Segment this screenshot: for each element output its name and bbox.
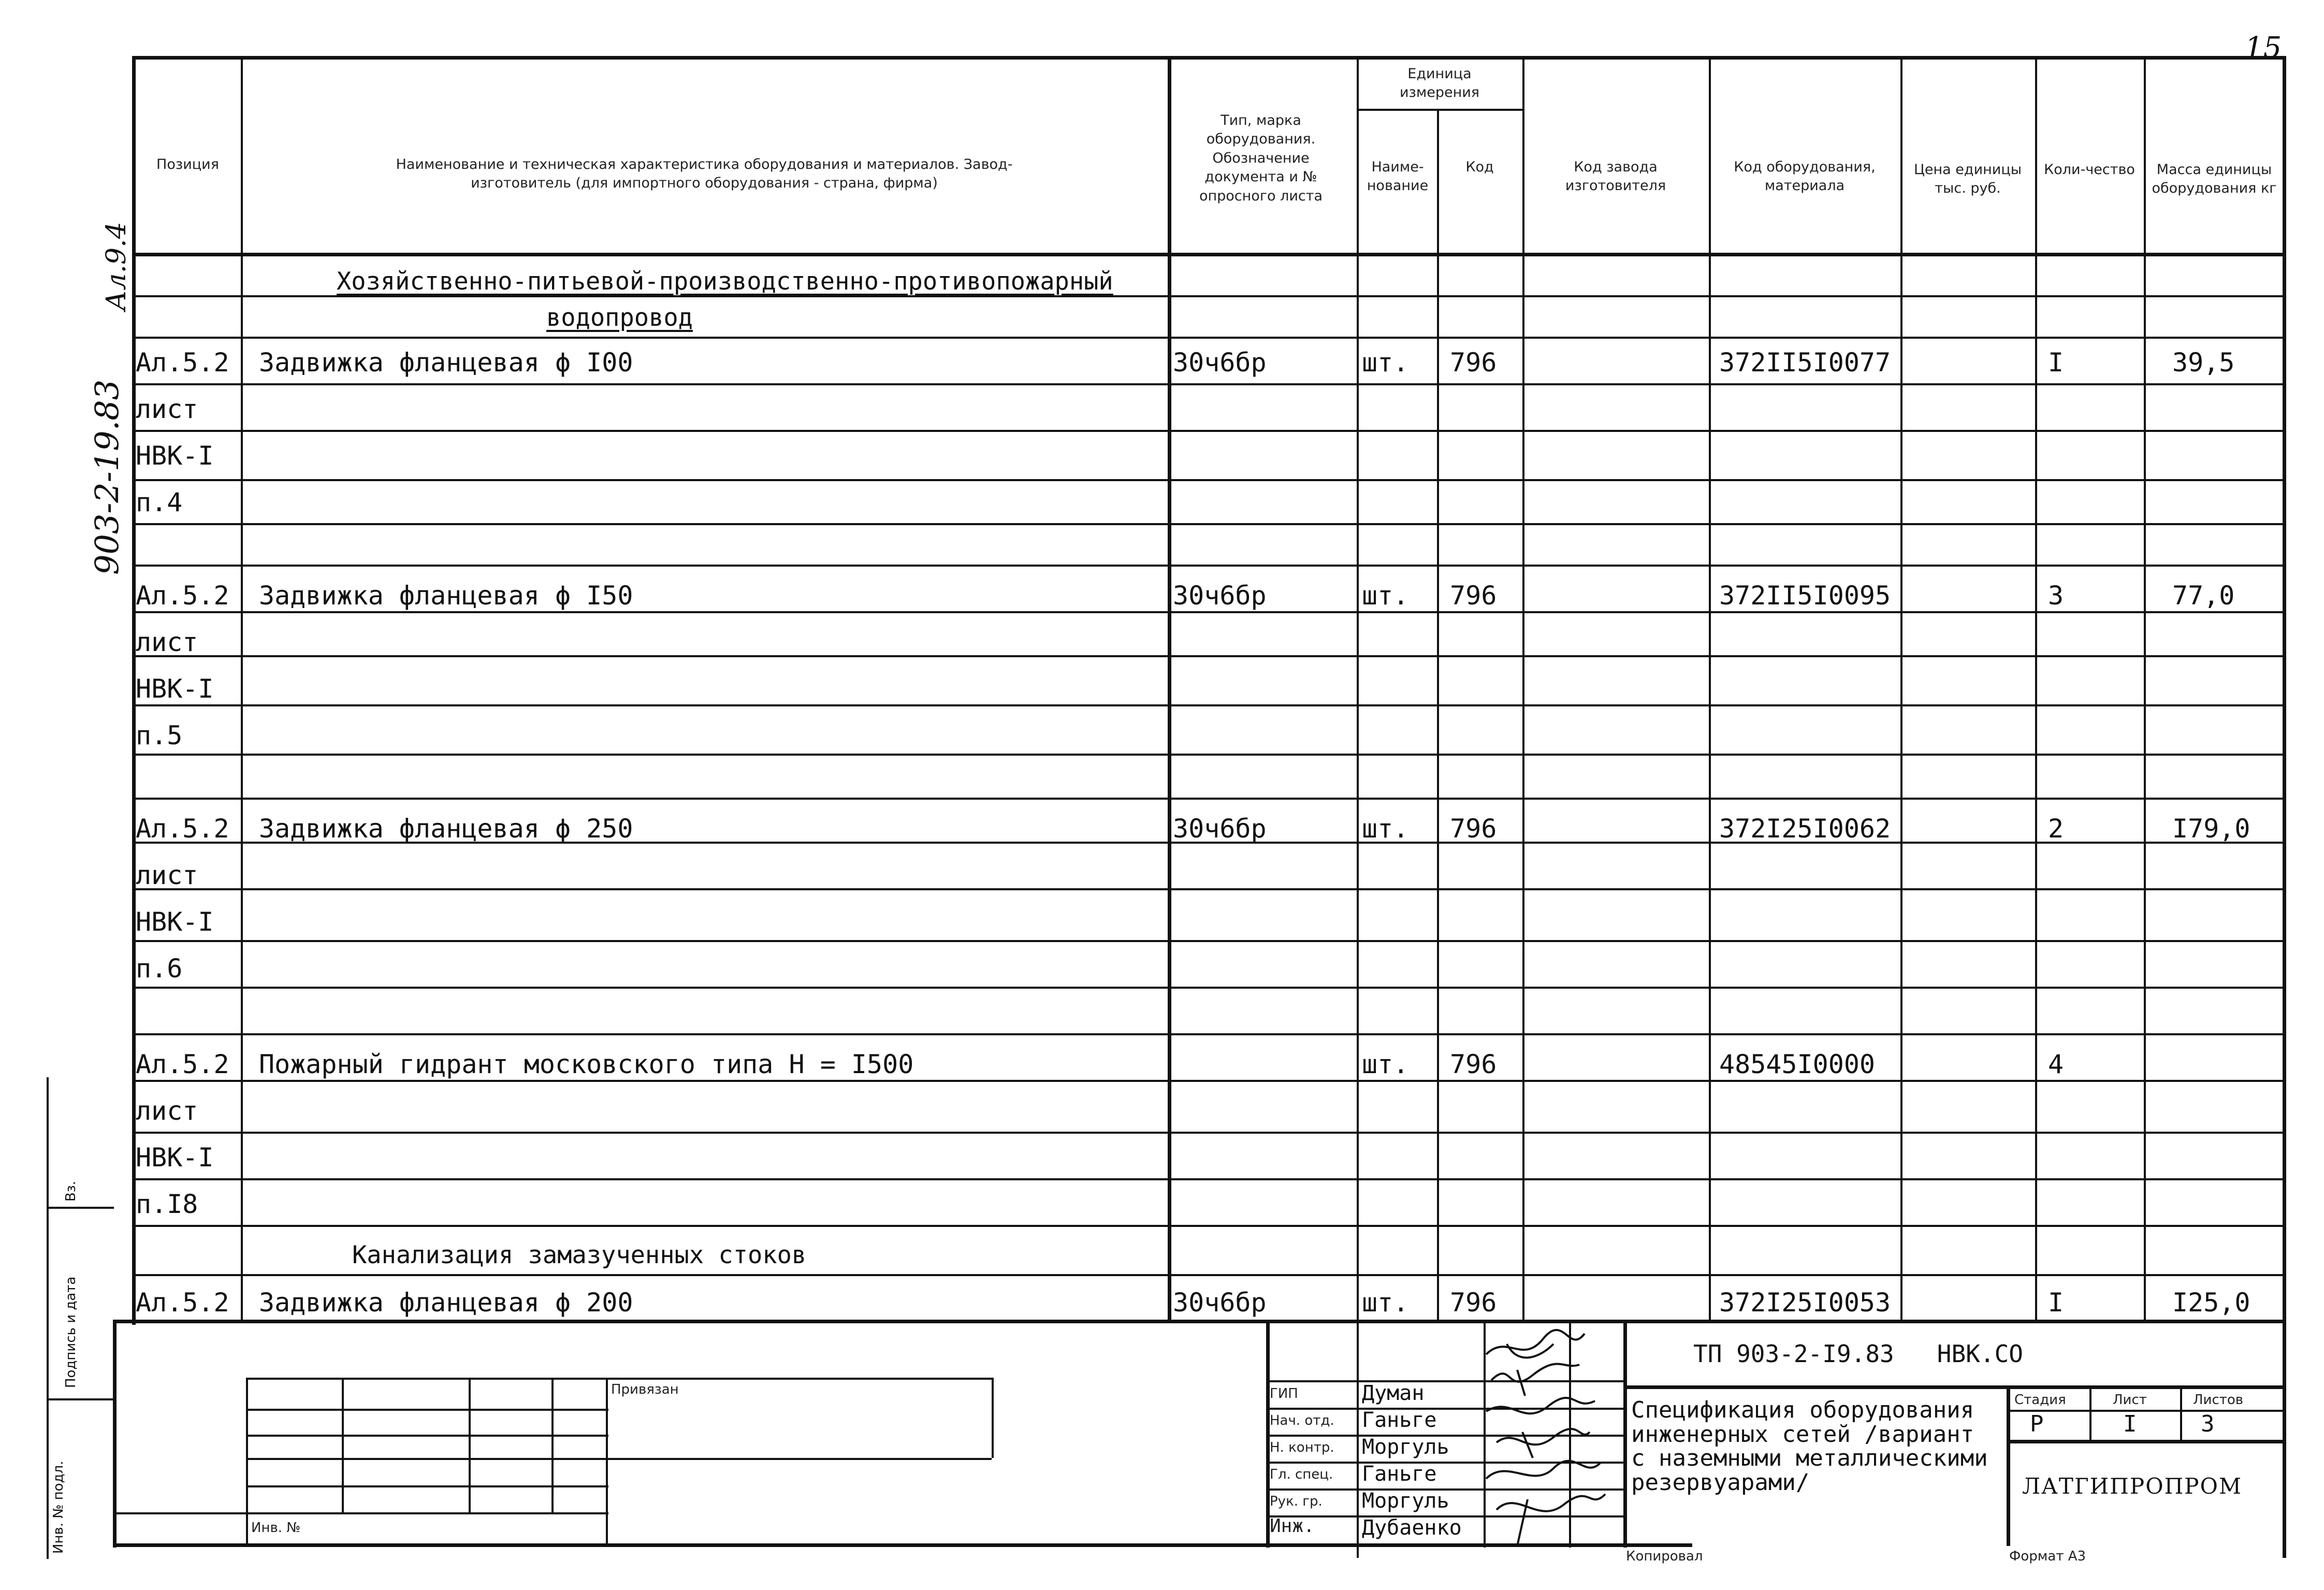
section-title-water-cont: водопровод (546, 303, 693, 332)
stamp-inv-label: Инв. № подл. (51, 1461, 66, 1554)
col-sep (2035, 56, 2037, 1320)
col-sep (2144, 56, 2146, 1320)
row-divider (132, 1225, 2286, 1227)
table-top-border (132, 56, 2286, 60)
row-divider (132, 523, 2286, 525)
cell-unit-code: 796 (1450, 581, 1497, 611)
copied-by: Копировал (1626, 1549, 1703, 1564)
row-divider (132, 565, 2286, 567)
cell-unit: шт. (1362, 814, 1409, 844)
bound-grid-line (992, 1378, 994, 1458)
header-unit-group: Единица измерения (1399, 66, 1480, 101)
bound-grid-line (551, 1378, 554, 1512)
header-price: Цена единицы тыс. руб. (1913, 162, 2022, 197)
cell-quantity: 4 (2048, 1049, 2064, 1079)
page-number: 15 (2245, 31, 2282, 65)
position-ref-line: лист (136, 860, 198, 890)
cell-type: 30ч6бр (1173, 1288, 1267, 1318)
col-sep (1437, 109, 1439, 1321)
cell-equipment-code: 372I25I0053 (1719, 1288, 1891, 1318)
cell-name: Задвижка фланцевая ϕ 250 (259, 814, 633, 844)
stage-box-line (2007, 1410, 2286, 1412)
row-divider (132, 479, 2286, 481)
position-ref-line: п.6 (136, 953, 183, 984)
stamp-vz-label: Вз. (63, 1181, 79, 1202)
sheet-label: Лист (2113, 1392, 2147, 1408)
position-ref-line: НВК-I (136, 1143, 214, 1173)
col-sep (1522, 56, 1524, 1320)
person-name: Ганьге (1362, 1462, 1437, 1486)
position-ref: Ал.5.2 (136, 1049, 229, 1079)
doc-code-bottom (1623, 1385, 2286, 1389)
table-right-border (2283, 56, 2286, 1558)
bound-grid-line (606, 1378, 608, 1543)
cell-unit-code: 796 (1450, 348, 1497, 378)
organization: ЛАТГИПРОПРОМ (2022, 1473, 2242, 1499)
cell-unit: шт. (1362, 1049, 1409, 1079)
person-name: Дубаенко (1362, 1516, 1462, 1540)
bound-grid-line (246, 1409, 608, 1411)
table-left-border (132, 56, 136, 1325)
cell-quantity: 2 (2048, 814, 2064, 844)
sheets-value: 3 (2201, 1411, 2215, 1437)
cell-name: Задвижка фланцевая ϕ I00 (259, 348, 633, 378)
position-ref-line: НВК-I (136, 674, 214, 704)
bound-grid-line (246, 1485, 608, 1487)
stage-label: Стадия (2014, 1392, 2066, 1408)
col-sep (241, 56, 243, 1320)
cell-unit-code: 796 (1450, 814, 1497, 844)
bound-grid-line (246, 1378, 248, 1543)
role-label: Н. контр. (1270, 1440, 1334, 1455)
header-quantity: Коли-чество (2044, 162, 2135, 178)
bound-grid-line (469, 1378, 471, 1512)
position-ref: Ал.5.2 (136, 1288, 229, 1318)
header-unit-code: Код (1465, 159, 1494, 175)
role-label: Инж. (1270, 1515, 1315, 1537)
doc-title: Спецификация оборудования инженерных сетей /вариант с наземными металлическими резервуарами/ (1631, 1397, 1988, 1496)
left-stamp-line (47, 1207, 114, 1209)
row-divider (132, 655, 2286, 657)
header-name: Наименование и техническая характеристика оборудования и материалов. Завод-изготовитель (для импортного оборудования - страна, фирма) (396, 156, 1013, 192)
cell-quantity: I (2048, 348, 2064, 378)
position-ref-line: лист (136, 394, 198, 424)
stamp-sign-label: Подпись и дата (63, 1276, 79, 1388)
col-sep (1168, 56, 1171, 1320)
cell-type: 30ч6бр (1173, 814, 1267, 844)
row-divider (132, 704, 2286, 706)
person-name: Моргуль (1362, 1489, 1449, 1513)
position-ref-line: п.I8 (136, 1189, 198, 1219)
format-label: Формат А3 (2009, 1549, 2086, 1564)
cell-mass: 77,0 (2172, 581, 2235, 611)
bound-grid-line (246, 1435, 608, 1437)
cell-name: Задвижка фланцевая ϕ I50 (259, 581, 633, 611)
section-title-water: Хозяйственно-питьевой-производственно-противопожарный (337, 267, 1113, 296)
role-label: Гл. спец. (1270, 1467, 1333, 1482)
position-ref-line: п.4 (136, 487, 183, 517)
cell-name: Пожарный гидрант московского типа Н = I500 (259, 1049, 914, 1079)
titleblock-bottom (113, 1543, 1692, 1547)
left-stamp-border (47, 1077, 49, 1559)
unit-group-line (1357, 109, 1522, 111)
role-label: ГИП (1270, 1386, 1298, 1401)
cell-unit-code: 796 (1450, 1049, 1497, 1079)
row-divider (132, 611, 2286, 613)
album-ref-label: Ал.9.4 (101, 222, 132, 311)
row-divider (132, 798, 2286, 800)
row-divider (132, 888, 2286, 890)
cell-type: 30ч6бр (1173, 348, 1267, 378)
role-label: Рук. гр. (1270, 1494, 1323, 1509)
bound-grid-line (246, 1378, 992, 1380)
position-ref: Ал.5.2 (136, 348, 229, 378)
cell-equipment-code: 48545I0000 (1719, 1049, 1876, 1079)
col-sep (1709, 56, 1711, 1320)
header-equipment-code: Код оборудования, материала (1734, 159, 1876, 194)
bound-label: Привязан (611, 1382, 679, 1397)
left-stamp-line (47, 1398, 114, 1400)
titleblock-top (113, 1320, 2286, 1323)
header-mass: Масса единицы оборудования кг (2152, 162, 2277, 197)
cell-mass: 39,5 (2172, 348, 2235, 378)
bound-grid-line (113, 1512, 608, 1514)
role-label: Нач. отд. (1270, 1413, 1334, 1428)
stage-value: Р (2030, 1411, 2044, 1437)
cell-mass: I25,0 (2172, 1288, 2250, 1318)
sheet-value: I (2123, 1411, 2137, 1437)
row-divider (132, 383, 2286, 385)
doc-code: ТП 903-2-I9.83 НВК.СО (1693, 1340, 2023, 1368)
project-code-label: 903-2-19.83 (88, 379, 126, 575)
row-divider (132, 1178, 2286, 1180)
position-ref-line: лист (136, 627, 198, 657)
col-sep (1900, 56, 1902, 1320)
cell-unit-code: 796 (1450, 1288, 1497, 1318)
row-divider (132, 430, 2286, 432)
header-plant-code: Код завода изготовителя (1565, 159, 1666, 194)
stage-box-line (2007, 1440, 2286, 1443)
section-title-sewer: Канализация замазученных стоков (352, 1241, 807, 1269)
cell-quantity: 3 (2048, 581, 2064, 611)
bound-grid-line (246, 1458, 992, 1460)
header-unit-name: Наиме-нование (1367, 159, 1429, 194)
row-divider (132, 940, 2286, 942)
header-type: Тип, марка оборудования. Обозначение документа и № опросного листа (1199, 112, 1323, 204)
cell-name: Задвижка фланцевая ϕ 200 (259, 1288, 633, 1318)
sheets-label: Листов (2193, 1392, 2244, 1408)
cell-equipment-code: 372I25I0062 (1719, 814, 1891, 844)
person-name: Думан (1362, 1381, 1425, 1405)
row-divider (132, 754, 2286, 756)
stage-box-sep (2089, 1385, 2091, 1440)
header-bottom-border (132, 253, 2286, 256)
cell-equipment-code: 372II5I0095 (1719, 581, 1891, 611)
signatures (1476, 1323, 1631, 1562)
cell-type: 30ч6бр (1173, 581, 1267, 611)
sig-grid-left (1266, 1320, 1270, 1548)
position-ref-line: лист (136, 1096, 198, 1126)
person-name: Моргуль (1362, 1435, 1449, 1459)
cell-quantity: I (2048, 1288, 2064, 1318)
row-divider (132, 337, 2286, 339)
inv-label: Инв. № (251, 1520, 301, 1536)
row-divider (132, 1132, 2286, 1134)
position-ref: Ал.5.2 (136, 814, 229, 844)
position-ref-line: п.5 (136, 720, 183, 750)
row-divider (132, 1080, 2286, 1082)
bound-grid-line (342, 1378, 344, 1512)
person-name: Ганьге (1362, 1408, 1437, 1432)
header-position: Позиция (156, 156, 219, 172)
position-ref-line: НВК-I (136, 907, 214, 937)
cell-equipment-code: 372II5I0077 (1719, 348, 1891, 378)
cell-mass: I79,0 (2172, 814, 2250, 844)
cell-unit: шт. (1362, 1288, 1409, 1318)
cell-unit: шт. (1362, 581, 1409, 611)
row-divider (132, 987, 2286, 989)
row-divider (132, 1274, 2286, 1276)
cell-unit: шт. (1362, 348, 1409, 378)
position-ref-line: НВК-I (136, 441, 214, 471)
stage-box-sep (2180, 1385, 2182, 1440)
sig-grid-line (1357, 1320, 1359, 1548)
position-ref: Ал.5.2 (136, 581, 229, 611)
row-divider (132, 1033, 2286, 1035)
